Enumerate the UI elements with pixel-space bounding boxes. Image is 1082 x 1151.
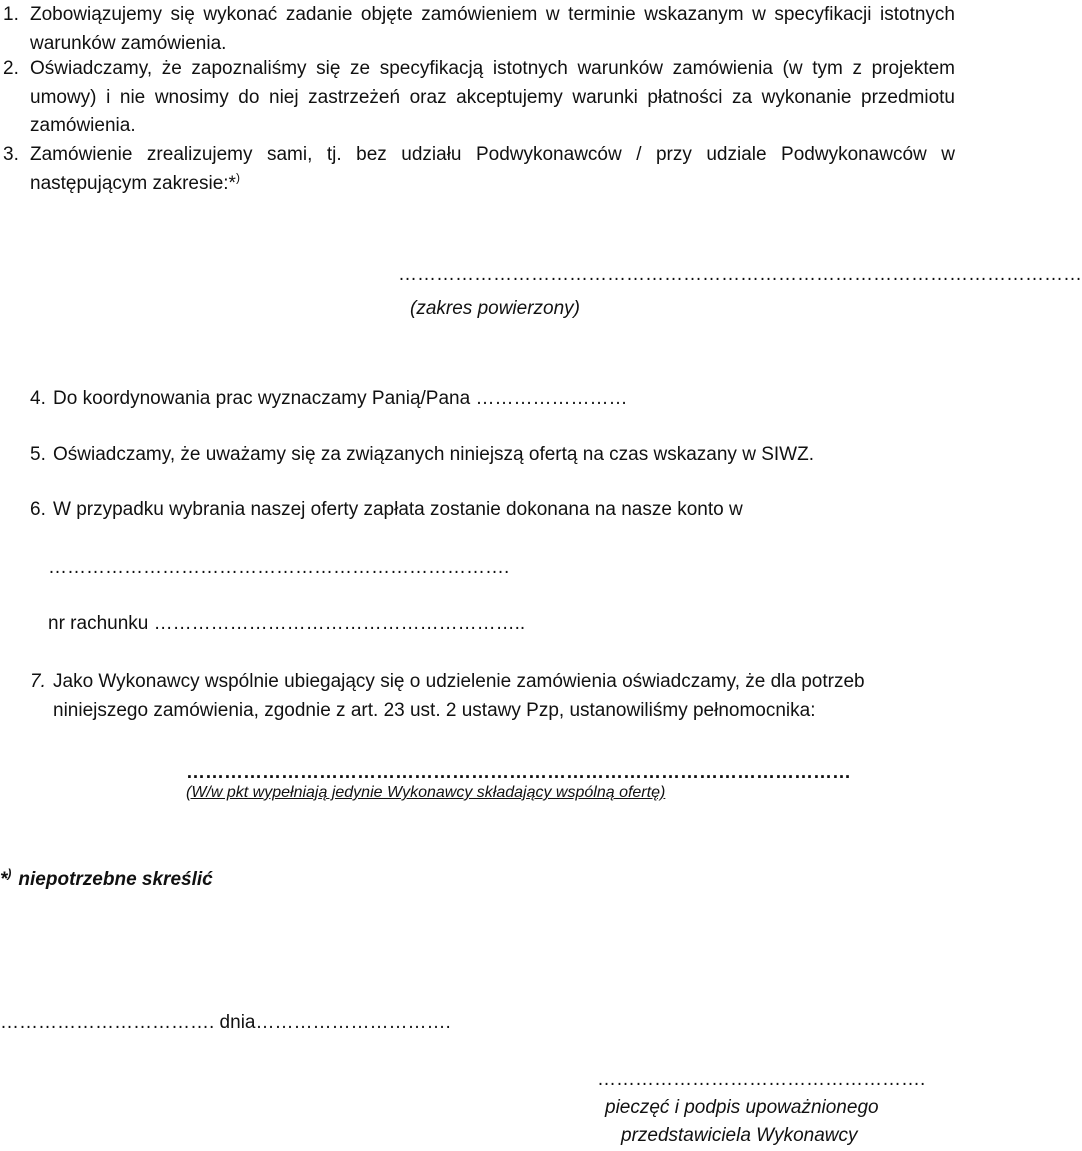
item-3-text — [30, 141, 955, 198]
item-3-sup: ) — [235, 170, 240, 185]
item-6-number: 6. — [30, 499, 46, 520]
item-7-caption: (W/w pkt wypełniają jedynie Wykonawcy składający wspólną ofertę) — [186, 784, 666, 801]
item-4-text: Do koordynowania prac wyznaczamy Panią/Pana …………………… — [53, 388, 628, 409]
item-6-text: W przypadku wybrania naszej oferty zapłata zostanie dokonana na nasze konto w — [53, 499, 743, 520]
item-2-text: Oświadczamy, że zapoznaliśmy się ze specyfikacją istotnych warunków zamówienia (w tym z projektem umowy) i nie wnosimy do niej zastrzeżeń oraz akceptujemy warunki płatności za wykonanie przedmiotu zamówienia. — [30, 58, 955, 136]
item-7-number: 7. — [30, 671, 46, 692]
signature-line-1: pieczęć i podpis upoważnionego — [605, 1097, 879, 1118]
item-6-dots: ………………………………………………………………. — [48, 557, 510, 578]
item-7-line-2: niniejszego zamówienia, zgodnie z art. 23 ust. 2 ustawy Pzp, ustanowiliśmy pełnomocnika: — [53, 700, 816, 721]
item-1-text: Zobowiązujemy się wykonać zadanie objęte zamówieniem w terminie wskazanym w specyfikacji istotnych warunków zamówienia. — [30, 4, 955, 54]
footnote-text: niepotrzebne skreślić — [18, 869, 213, 890]
date-line: ……………………………. dnia…………………………. — [0, 1012, 451, 1033]
item-5-number: 5. — [30, 444, 46, 465]
item-3-dots: ……………………………………………………………………………………………… — [398, 264, 1082, 285]
item-3-number: 3. — [3, 144, 19, 165]
signature-dots: ……………………………………………. — [597, 1069, 926, 1090]
footnote-sup: ) — [7, 866, 12, 881]
item-3-caption: (zakres powierzony) — [410, 298, 580, 319]
footnote — [0, 866, 213, 891]
item-6-account: nr rachunku ………………………………………………….. — [48, 613, 526, 634]
item-3-body: Zamówienie zrealizujemy sami, tj. bez udziału Podwykonawców / przy udziale Podwykonawców w następującym zakresie:* — [30, 144, 955, 194]
item-5-text: Oświadczamy, że uważamy się za związanych niniejszą ofertą na czas wskazany w SIWZ. — [53, 444, 814, 465]
item-7-line-1: Jako Wykonawcy wspólnie ubiegający się o udzielenie zamówienia oświadczamy, że dla potrzeb — [53, 671, 865, 692]
item-2-number: 2. — [3, 58, 19, 79]
item-4-number: 4. — [30, 388, 46, 409]
signature-line-2: przedstawiciela Wykonawcy — [621, 1125, 858, 1146]
footnote-mark: * — [0, 869, 8, 890]
item-1-number: 1. — [3, 4, 19, 25]
item-7-dots: …………………………………………………………………………………………… — [186, 762, 851, 783]
